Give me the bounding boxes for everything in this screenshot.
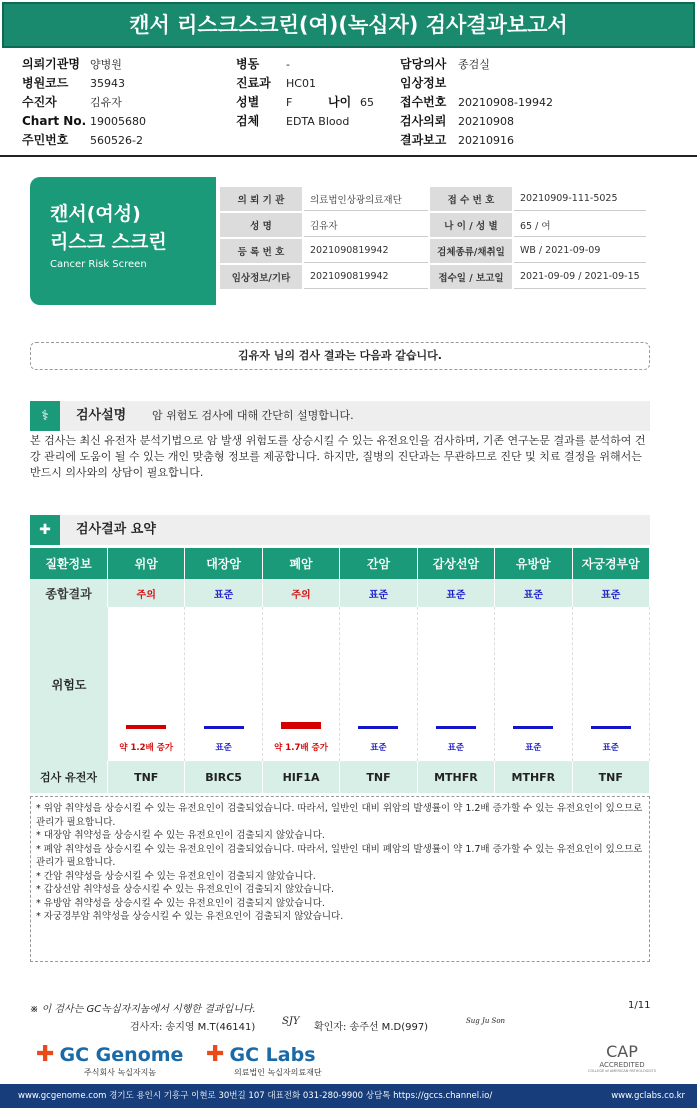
section-header-description xyxy=(30,401,650,431)
header-risk: 위험도 xyxy=(30,607,108,761)
footer-address: www.gcgenome.com 경기도 용인시 기흥구 이현로 30번길 107 대표전화 031-280-9900 상담톡 https://gccs.channel.io/ xyxy=(18,1091,493,1101)
description-text: 본 검사는 최신 유전자 분석기법으로 암 발생 위험도를 상승시킬 수 있는 유전요인을 검사하며, 기존 연구논문 결과를 분석하여 건강 관리에 도움이 될 수 있는 개인 맞춤형 정보를 제공합니다. 하지만, 질병의 진단과는 무관하므로 진단 및 치료 결정을 위해서는 반드시 의사와의 상담이 필요합니다. xyxy=(30,434,646,479)
risk-bar xyxy=(126,725,166,729)
table-row: 등 록 번 호 2021090819942 검체종류/채취일 WB / 2021-09-09 xyxy=(220,239,646,263)
header-result: 종합결과 xyxy=(30,579,108,607)
disease-result: 주의 xyxy=(108,579,185,607)
risk-cell xyxy=(418,607,495,761)
result-notice: 김유자 님의 검사 결과는 다음과 같습니다. xyxy=(30,342,650,370)
disease-result: 표준 xyxy=(185,579,262,607)
disease-result: 표준 xyxy=(495,579,572,607)
risk-bar xyxy=(281,722,321,729)
risk-cell xyxy=(340,607,417,761)
risk-bar xyxy=(204,726,244,729)
tester-signature: SJY xyxy=(282,1016,300,1027)
risk-cell xyxy=(263,607,340,761)
note-item: * 유방암 취약성을 상승시킬 수 있는 유전요인이 검출되지 않았습니다. xyxy=(36,897,325,909)
info-col-3: 담당의사 종검실 임상정보 접수번호 20210908-19942 검사의뢰 20210908 결과보고 20210916 xyxy=(400,57,553,147)
info-row: Chart No. 19005680 xyxy=(22,114,146,128)
risk-cell xyxy=(108,607,185,761)
disease-name: 위암 xyxy=(108,548,185,579)
note-item: * 위암 취약성을 상승시킬 수 있는 유전요인이 검출되었습니다. 따라서, 일반인 대비 위암의 발생률이 약 1.2배 증가할 수 있는 유전요인이 있으므로 관리가 필요합니다. xyxy=(36,803,643,828)
report-title: 캔서 리스크스크린(여)(녹십자) 검사결과보고서 xyxy=(2,2,695,48)
risk-bar xyxy=(513,726,553,729)
info-row: 수진자 김유자 xyxy=(22,95,122,109)
header-disease: 질환정보 xyxy=(30,548,108,579)
risk-bar xyxy=(358,726,398,729)
banner-title-1: 캔서(여성) xyxy=(50,203,141,225)
risk-label: 표준 xyxy=(447,743,465,753)
confirmer-signature: Sug Ju Son xyxy=(466,1017,506,1025)
gene-name: TNF xyxy=(108,761,185,793)
disease-result: 표준 xyxy=(573,579,650,607)
risk-label: 약 1.2배 증가 xyxy=(119,743,174,753)
risk-cell xyxy=(185,607,262,761)
risk-cell xyxy=(573,607,650,761)
disease-name: 갑상선암 xyxy=(418,548,495,579)
risk-label: 약 1.7배 증가 xyxy=(274,743,328,753)
patient-info-table xyxy=(218,185,648,291)
note-item: * 폐암 취약성을 상승시킬 수 있는 유전요인이 검출되었습니다. 따라서, 일반인 대비 폐암의 발생률이 약 1.7배 증가할 수 있는 유전요인이 있으므로 관리가 필요합니다. xyxy=(36,843,643,868)
section-title: 검사설명 xyxy=(76,408,127,423)
gc-labs-logo: ✚ GC Labs 의료법인 녹십자의료재단 xyxy=(206,1042,322,1077)
info-col-1 xyxy=(22,55,146,150)
results-table xyxy=(30,548,650,793)
gc-cross-icon: ✚ xyxy=(206,1042,225,1067)
gene-name: BIRC5 xyxy=(185,761,262,793)
footer-note: ※ 이 검사는 GC녹십자지놈에서 시행한 결과입니다. xyxy=(30,1004,256,1015)
note-item: * 자궁경부암 취약성을 상승시킬 수 있는 유전요인이 검출되지 않았습니다. xyxy=(36,911,344,922)
risk-bar xyxy=(591,726,631,729)
info-row: 병원코드 35943 xyxy=(22,76,125,90)
footer-bar xyxy=(0,1084,697,1108)
table-row: 성 명 김유자 나 이 / 성 별 65 / 여 xyxy=(220,213,646,237)
info-row: 주민번호 560526-2 xyxy=(22,133,143,147)
note-item: * 대장암 취약성을 상승시킬 수 있는 유전요인이 검출되지 않았습니다. xyxy=(36,830,325,841)
table-row: 의 뢰 기 관 의료법인상광의료재단 접 수 번 호 20210909-111-5025 xyxy=(220,187,646,211)
disease-name: 대장암 xyxy=(185,548,262,579)
disease-result: 표준 xyxy=(418,579,495,607)
cap-accredited-logo: CAP ACCREDITED COLLEGE of AMERICAN PATHOLOGISTS xyxy=(588,1042,656,1073)
header-gene: 검사 유전자 xyxy=(30,761,108,793)
disease-name: 유방암 xyxy=(495,548,572,579)
disease-name: 자궁경부암 xyxy=(573,548,650,579)
page-number: 1/11 xyxy=(628,1000,651,1011)
risk-cell xyxy=(495,607,572,761)
gene-name: HIF1A xyxy=(263,761,340,793)
banner-subtitle: Cancer Risk Screen xyxy=(50,259,147,270)
note-item: * 간암 취약성을 상승시킬 수 있는 유전요인이 검출되지 않았습니다. xyxy=(36,870,316,882)
gc-cross-icon: ✚ xyxy=(36,1042,55,1067)
disease-result: 주의 xyxy=(263,579,340,607)
risk-label: 표준 xyxy=(215,743,232,753)
divider xyxy=(0,155,697,157)
gene-name: MTHFR xyxy=(418,761,495,793)
banner-title-2: 리스크 스크린 xyxy=(50,231,167,253)
risk-label: 표준 xyxy=(602,743,619,753)
gene-name: TNF xyxy=(340,761,417,793)
medical-kit-icon: ✚ xyxy=(30,515,60,545)
gc-genome-logo: ✚ GC Genome 주식회사 녹십자지놈 xyxy=(36,1042,184,1077)
gene-name: TNF xyxy=(573,761,650,793)
disease-name: 간암 xyxy=(340,548,417,579)
confirmer: 확인자: 송주선 M.D(997) xyxy=(314,1022,429,1033)
tester: 검사자: 송지영 M.T(46141) xyxy=(130,1022,256,1033)
section-subtitle: 암 위험도 검사에 대해 간단히 설명합니다. xyxy=(152,409,354,422)
disease-result: 표준 xyxy=(340,579,417,607)
section-header-summary xyxy=(30,515,650,545)
risk-label: 표준 xyxy=(370,743,387,753)
stethoscope-icon: ⚕ xyxy=(30,401,60,431)
table-row: 임상정보/기타 2021090819942 접수일 / 보고일 2021-09-09 / 2021-09-15 xyxy=(220,265,646,289)
section-title: 검사결과 요약 xyxy=(76,522,156,537)
info-col-2: 병동 - 진료과 HC01 성별 F 나이 65 검체 EDTA Blood xyxy=(236,57,374,128)
disease-name: 폐암 xyxy=(263,548,340,579)
risk-bar xyxy=(436,726,476,729)
result-notes xyxy=(30,796,650,962)
gene-name: MTHFR xyxy=(495,761,572,793)
note-item: * 갑상선암 취약성을 상승시킬 수 있는 유전요인이 검출되지 않았습니다. xyxy=(36,884,335,895)
info-row: 의뢰기관명 양병원 xyxy=(22,57,122,71)
footer-website: www.gclabs.co.kr xyxy=(611,1091,685,1101)
product-banner xyxy=(30,177,216,305)
risk-label: 표준 xyxy=(525,743,542,753)
